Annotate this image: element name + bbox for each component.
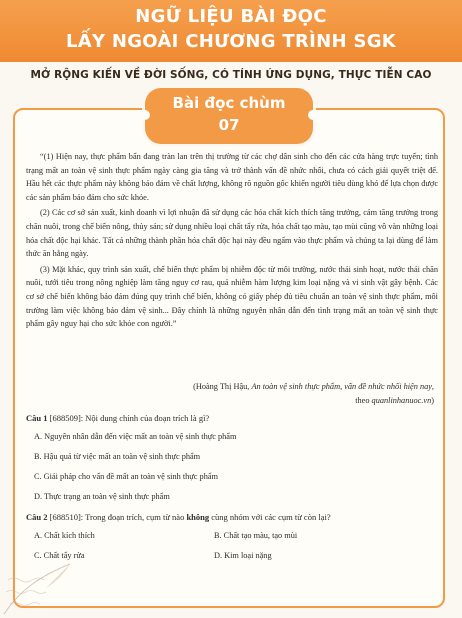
question-2-option-b[interactable]: B. Chất tạo màu, tạo mùi xyxy=(214,531,298,540)
question-1-option-a[interactable]: A. Nguyên nhân dẫn đến việc mất an toàn vệ sinh thực phẩm xyxy=(34,432,237,441)
reading-badge xyxy=(145,88,313,144)
question-1-option-d[interactable]: D. Thực trạng an toàn vệ sinh thực phẩm xyxy=(34,492,170,501)
passage-paragraph-3: (3) Mặt khác, quy trình sản xuất, chế biến thực phẩm bị nhiễm độc từ môi trường, nước thải sinh hoạt, nước thải chăn nuôi, tưới tiêu trong nông nghiệp làm tăng nguy cơ rau, quả nhiễm hàm lượng kim loại nặng và vi sinh vật gây bệnh. Các cơ sở chế biến không bảo đảm đúng quy trình chế biến, không có giấy phép đủ tiêu chuẩn an toàn vệ sinh thực phẩm, môi trường làm việc không bảo đảm vệ sinh... Đây chính là những nguyên nhân dẫn đến tình trạng mất an toàn vệ sinh thực phẩm gây nguy hại cho sức khỏe con người.” xyxy=(26,264,438,329)
citation-author: (Hoàng Thị Hậu, xyxy=(193,382,252,391)
question-2-text-before: Trong đoạn trích, cụm từ nào xyxy=(85,512,187,522)
question-1-code: [688509]: xyxy=(47,413,86,423)
question-2 xyxy=(26,511,331,523)
citation-title: An toàn vệ sinh thực phẩm, vấn đề nhức nhối hiện nay xyxy=(251,382,432,391)
page-title-line2: LẤY NGOÀI CHƯƠNG TRÌNH SGK xyxy=(65,31,397,52)
citation-source-prefix: theo xyxy=(355,396,372,405)
question-2-option-d[interactable]: D. Kim loại nặng xyxy=(214,551,272,560)
question-1-option-b[interactable]: B. Hậu quả từ việc mất an toàn vệ sinh thực phẩm xyxy=(34,452,201,461)
citation-line-1 xyxy=(134,380,434,394)
question-1-text: Nội dung chính của đoạn trích là gì? xyxy=(85,413,210,423)
citation-comma: , xyxy=(431,382,434,391)
citation-line-2 xyxy=(134,394,434,408)
question-1 xyxy=(26,412,209,424)
question-1-option-c[interactable]: C. Giải pháp cho vấn đề mất an toàn vệ sinh thực phẩm xyxy=(34,472,218,481)
question-2-option-a[interactable]: A. Chất kích thích xyxy=(34,531,95,540)
page-subtitle: MỞ RỘNG KIẾN VỀ ĐỜI SỐNG, CÓ TÍNH ỨNG DỤNG, THỰC TIỄN CAO xyxy=(30,69,432,81)
quill-handwriting-decoration-icon xyxy=(0,560,100,618)
badge-number: 07 xyxy=(218,116,240,134)
question-2-option-c[interactable]: C. Chất tẩy rửa xyxy=(34,551,85,560)
page-title-line1: NGỮ LIỆU BÀI ĐỌC xyxy=(135,6,327,27)
passage-paragraph-2: (2) Các cơ sở sản xuất, kinh doanh vì lợi nhuận đã sử dụng các hóa chất kích thích tăng trưởng, cám tăng trưởng trong chăn nuôi, trong chế biến nông, thủy sản; sử dụng nhiều loại chất tẩy rửa, hóa chất tạo màu, tạo mùi cũng vô vàn những loại hóa chất độc hại khác. Tất cả những thành phần hóa chất độc hại này đều ngấm vào thực phẩm và chúng ta lại dùng để làm thức ăn hằng ngày. xyxy=(26,208,438,259)
question-1-label: Câu 1 xyxy=(26,413,48,423)
passage xyxy=(26,150,438,333)
badge-title: Bài đọc chùm xyxy=(172,94,286,112)
citation-source: quanlinhanuoc.vn xyxy=(371,396,432,405)
citation-source-suffix: ) xyxy=(431,396,434,405)
header-banner xyxy=(0,0,462,62)
question-2-code: [688510]: xyxy=(47,512,86,522)
question-2-text-after: cùng nhóm với các cụm từ còn lại? xyxy=(209,512,331,522)
question-2-text-bold: không xyxy=(186,512,210,522)
passage-paragraph-1: “(1) Hiện nay, thực phẩm bẩn đang tràn lan trên thị trường từ các chợ dân sinh cho đến các cửa hàng trực tuyến; tình trạng mất an toàn vệ sinh thực phẩm ngày càng gia tăng và trở thành vấn đề nhức nhối, chưa có cách giải quyết triệt để. Hầu hết các thực phẩm này không bảo đảm về chất lượng, không rõ nguồn gốc khiến người tiêu dùng khó để lựa chọn được các sản phẩm bảo đảm cho sức khỏe. xyxy=(26,152,438,202)
question-2-label: Câu 2 xyxy=(26,512,48,522)
